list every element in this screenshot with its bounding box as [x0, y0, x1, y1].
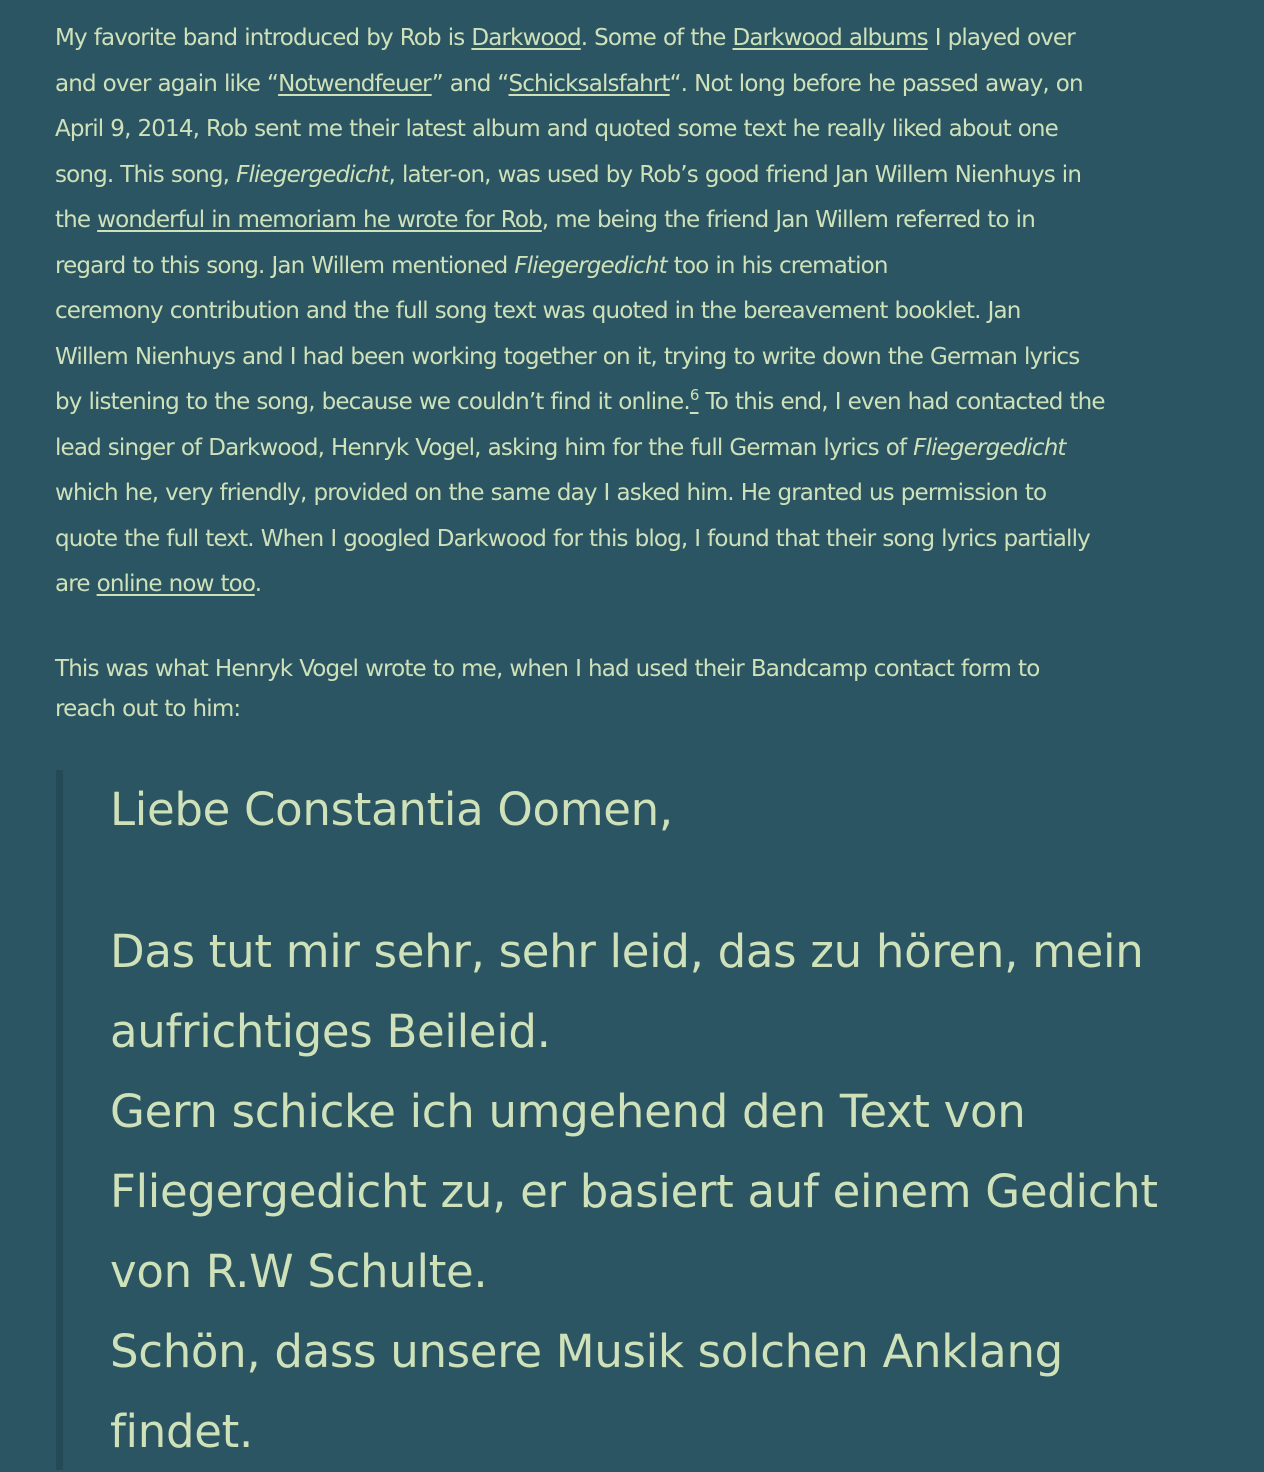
text-segment: , me being the friend Jan Willem referred to in	[541, 207, 1035, 233]
text-line: which he, very friendly, provided on the same day I asked him. He granted us permission to	[55, 480, 1047, 506]
article-body	[55, 16, 1215, 722]
song-title-emphasis: Fliegergedicht	[236, 161, 389, 188]
letter-line: Fliegergedicht zu, er basiert auf einem Gedicht	[110, 1165, 1158, 1218]
text-segment: lead singer of Darkwood, Henryk Vogel, asking him for the full German lyrics of	[55, 434, 914, 461]
text-segment: “. Not long before he passed away, on	[669, 70, 1083, 97]
text-segment: ” and “	[431, 70, 509, 97]
text-segment: are	[55, 571, 97, 597]
text-line: This was what Henryk Vogel wrote to me, when I had used their Bandcamp contact form to	[55, 656, 1040, 682]
letter-line: Das tut mir sehr, sehr leid, das zu hören, mein	[110, 925, 1144, 978]
letter-line: Schön, dass unsere Musik solchen Anklang	[110, 1325, 1063, 1378]
text-segment: My favorite band introduced by Rob is	[55, 25, 472, 51]
letter-line: aufrichtiges Beileid.	[110, 1005, 551, 1058]
online-lyrics-link[interactable]: online now too	[96, 571, 255, 597]
paragraph-henryk-intro	[55, 649, 1039, 729]
text-line: April 9, 2014, Rob sent me their latest album and quoted some text he really liked about one	[55, 116, 1058, 142]
text-line	[55, 426, 1215, 472]
text-segment: the	[55, 207, 98, 233]
letter-greeting: Liebe Constantia Oomen,	[110, 783, 673, 836]
in-memoriam-link[interactable]: wonderful in memoriam he wrote for Rob	[97, 207, 542, 233]
darkwood-albums-link[interactable]: Darkwood albums	[732, 25, 928, 51]
footnote-number: 6	[689, 386, 699, 404]
letter-line: findet.	[110, 1405, 253, 1458]
text-segment: song. This song,	[55, 161, 237, 188]
letter-line: von R.W Schulte.	[110, 1245, 488, 1298]
text-line	[55, 62, 1215, 108]
text-line	[55, 244, 1215, 290]
text-segment: .	[254, 571, 262, 597]
song-title-emphasis: Fliegergedicht	[913, 434, 1066, 461]
text-line	[55, 380, 1215, 426]
text-line: ceremony contribution and the full song text was quoted in the bereavement booklet. Jan	[55, 298, 1021, 324]
text-segment: I played over	[927, 25, 1075, 51]
text-segment: , later-on, was used by Rob’s good friend Jan Willem Nienhuys in	[388, 161, 1082, 188]
paragraph-darkwood	[55, 16, 1215, 608]
footnote-link[interactable]	[689, 386, 699, 415]
text-line: reach out to him:	[55, 696, 241, 722]
letter-blockquote	[56, 770, 1264, 1470]
text-line	[55, 16, 1215, 62]
text-line: quote the full text. When I googled Darkwood for this blog, I found that their song lyrics partially	[55, 525, 1090, 552]
text-segment: . Some of the	[580, 25, 733, 51]
text-segment: and over again like “	[55, 70, 279, 97]
notwendfeuer-link[interactable]: Notwendfeuer	[278, 70, 432, 97]
text-line	[55, 153, 1215, 199]
blockquote-body	[110, 770, 1158, 1472]
schicksalsfahrt-link[interactable]: Schicksalsfahrt	[508, 70, 670, 97]
text-line	[55, 562, 1215, 608]
song-title-emphasis: Fliegergedicht	[514, 252, 667, 279]
text-line	[55, 198, 1215, 244]
text-segment: regard to this song. Jan Willem mentioned	[55, 252, 515, 279]
letter-line: Gern schicke ich umgehend den Text von	[110, 1085, 1026, 1138]
blank-line	[110, 850, 1158, 912]
text-segment: too in his cremation	[666, 252, 888, 279]
darkwood-link[interactable]: Darkwood	[471, 25, 581, 51]
text-segment: To this end, I even had contacted the	[698, 389, 1105, 415]
text-segment: by listening to the song, because we couldn’t find it online.	[55, 389, 690, 415]
text-line: Willem Nienhuys and I had been working together on it, trying to write down the German lyrics	[55, 343, 1080, 370]
